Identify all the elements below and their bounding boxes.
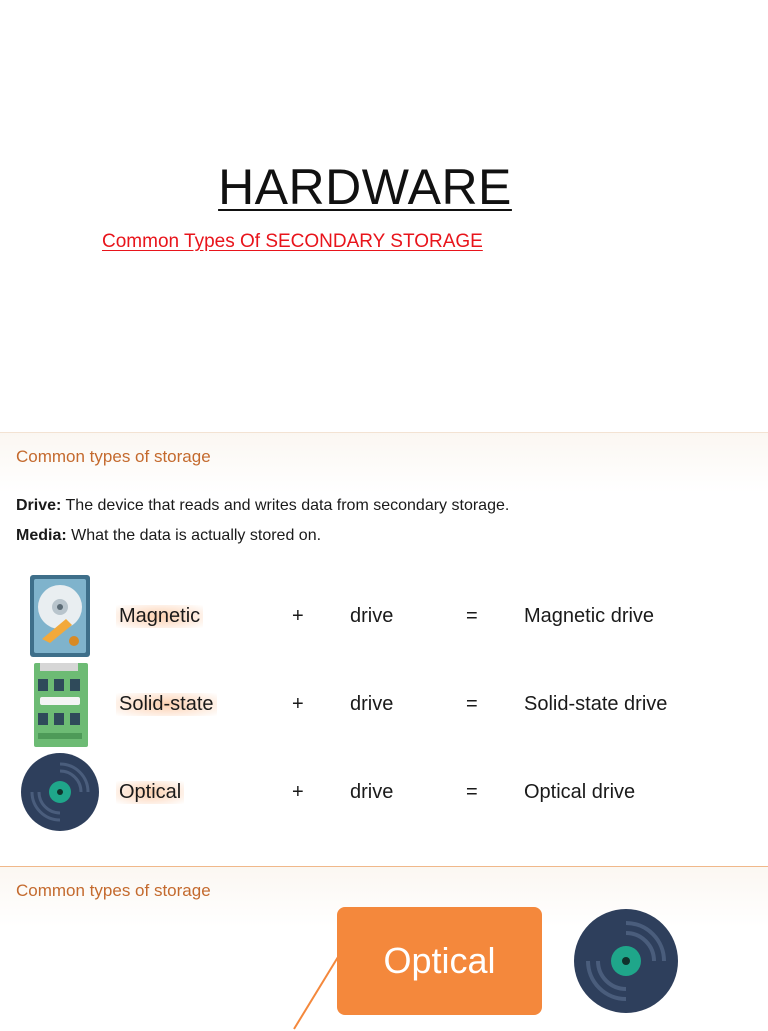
definition-text: What the data is actually stored on.: [66, 527, 322, 544]
storage-result: Magnetic drive: [524, 605, 655, 627]
storage-row-optical: [0, 749, 768, 835]
page-subtitle-link[interactable]: Common Types Of SECONDARY STORAGE: [102, 231, 483, 252]
storage-term: Solid-state: [116, 693, 217, 716]
storage-term: Magnetic: [116, 605, 203, 628]
optical-callout-box: Optical: [337, 907, 542, 1015]
definition-media: [16, 527, 321, 545]
storage-row-solid-state: [0, 661, 768, 747]
slide-heading: Common types of storage: [16, 447, 211, 466]
page-title: HARDWARE: [218, 159, 512, 215]
definition-drive: [16, 497, 509, 515]
plus-sign: +: [292, 781, 304, 803]
hard-disk-icon: [20, 573, 100, 659]
equals-sign: =: [466, 605, 478, 627]
slide-optical-detail: [0, 866, 768, 1025]
drive-word: drive: [350, 605, 394, 627]
plus-sign: +: [292, 605, 304, 627]
storage-result: Solid-state drive: [524, 693, 668, 715]
plus-sign: +: [292, 693, 304, 715]
ram-chip-icon: [20, 661, 100, 747]
equals-sign: =: [466, 693, 478, 715]
storage-result: Optical drive: [524, 781, 636, 803]
drive-word: drive: [350, 781, 394, 803]
drive-word: drive: [350, 693, 394, 715]
definition-term: Media:: [16, 527, 67, 544]
storage-term: Optical: [116, 781, 184, 804]
slide-storage-equations: [0, 432, 768, 865]
definition-text: The device that reads and writes data from secondary storage.: [61, 497, 510, 514]
slide-heading: Common types of storage: [16, 881, 211, 900]
disc-icon: [572, 907, 680, 1015]
disc-icon: [20, 749, 100, 835]
storage-row-magnetic: [0, 573, 768, 659]
equals-sign: =: [466, 781, 478, 803]
definition-term: Drive:: [16, 497, 62, 514]
